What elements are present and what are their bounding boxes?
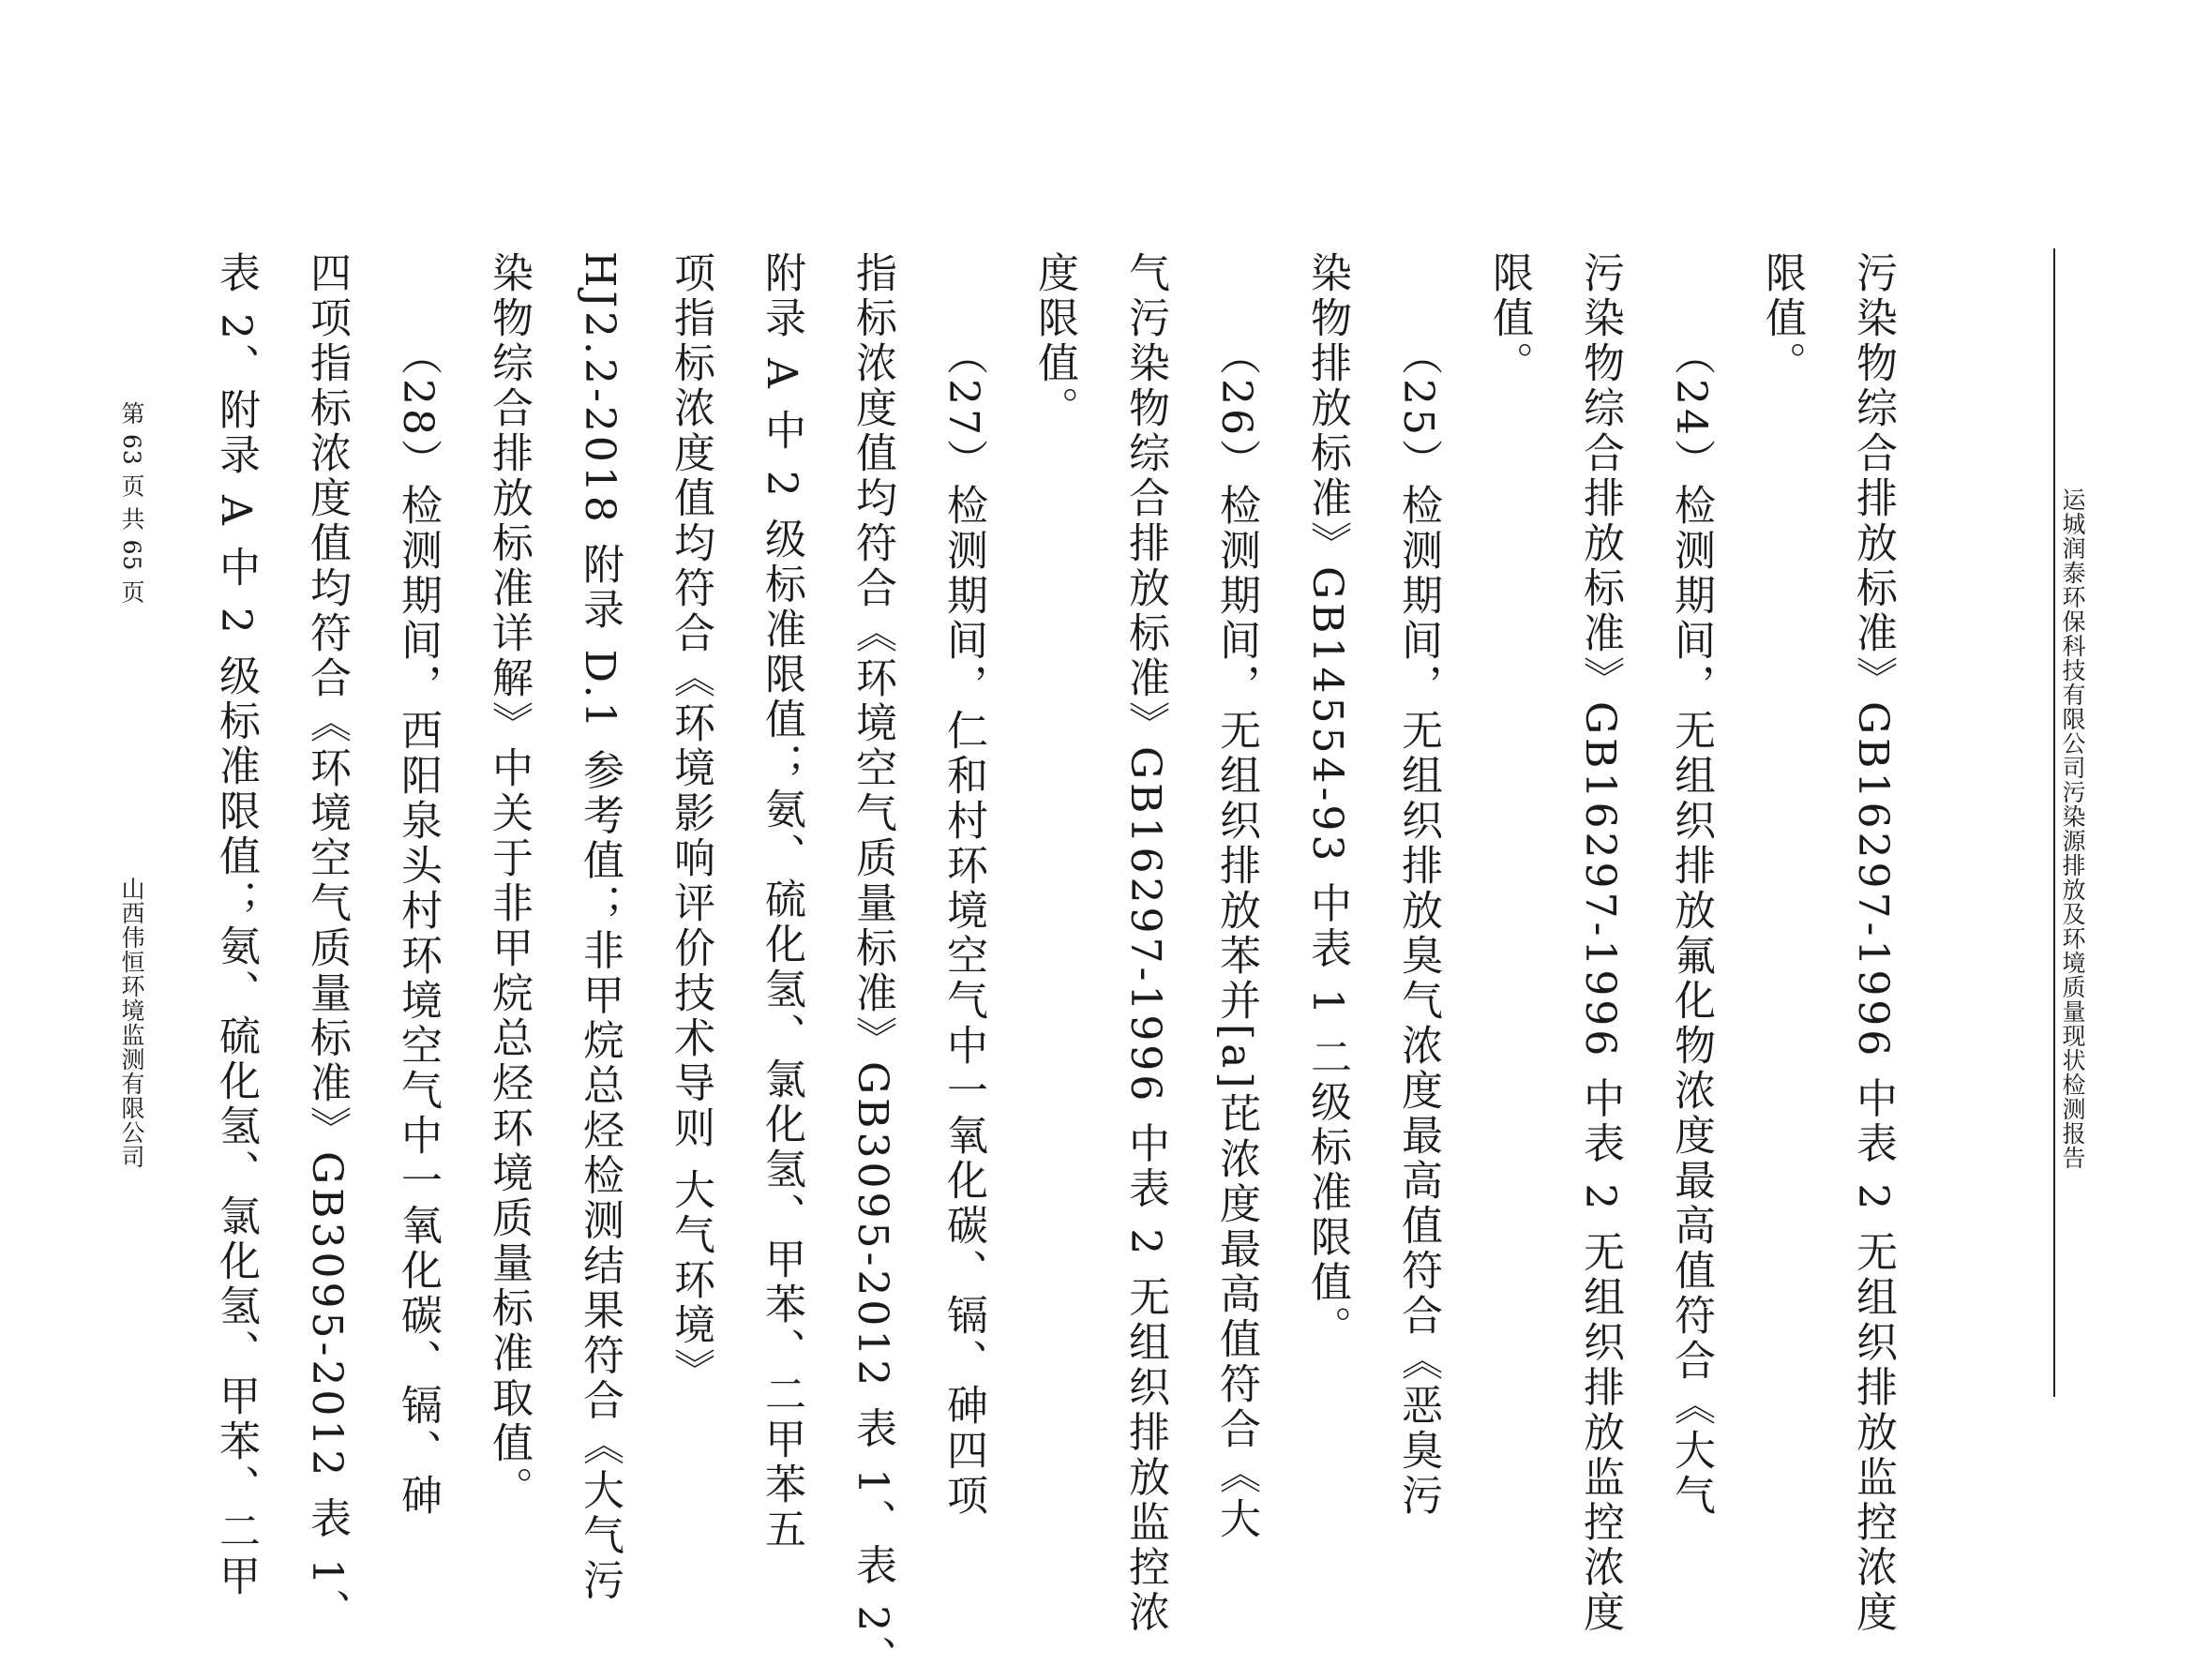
body-line-27-f: 染物综合排放标准详解》中关于非甲烷总烃环境质量标准取值。 bbox=[485, 251, 533, 1511]
body-line-24-c: 限值。 bbox=[1485, 251, 1533, 386]
body-line-28-c: 表 2、附录 A 中 2 级标准限值；氨、硫化氢、氯化氢、甲苯、二甲 bbox=[212, 251, 260, 1599]
body-line-limit-a: 限值。 bbox=[1758, 251, 1806, 386]
body-line-24-a: （24）检测期间，无组织排放氟化物浓度最高值符合《大气 bbox=[1667, 334, 1715, 1519]
body-line-continued: 污染物综合排放标准》GB16297-1996 中表 2 无组织排放监控浓度 bbox=[1849, 251, 1897, 1636]
body-line-25-b: 染物排放标准》GB14554-93 中表 1 二级标准限值。 bbox=[1303, 251, 1351, 1351]
body-line-27-e: HJ2.2-2018 附录 D.1 参考值；非甲烷总烃检测结果符合《大气污 bbox=[576, 251, 624, 1604]
header-rule bbox=[2053, 248, 2055, 1397]
report-header-title: 运城润泰环保科技有限公司污染源排放及环境质量现状检测报告 bbox=[2059, 488, 2086, 1170]
body-line-25-a: （25）检测期间，无组织排放臭气浓度最高值符合《恶臭污 bbox=[1394, 334, 1442, 1519]
body-line-26-c: 度限值。 bbox=[1030, 251, 1078, 431]
footer-page-info: 第 63 页 共 65 页 bbox=[118, 401, 145, 605]
body-line-27-b: 指标浓度值均符合《环境空气质量标准》GB3095-2012 表 1、表 2、 bbox=[849, 251, 896, 1680]
body-line-27-d: 项指标浓度值均符合《环境影响评价技术导则 大气环境》 bbox=[667, 251, 714, 1393]
body-line-24-b: 污染物综合排放标准》GB16297-1996 中表 2 无组织排放监控浓度 bbox=[1576, 251, 1624, 1636]
body-line-26-b: 气污染物综合排放标准》GB16297-1996 中表 2 无组织排放监控浓 bbox=[1121, 251, 1169, 1636]
body-line-27-a: （27）检测期间，仁和村环境空气中一氧化碳、镉、砷四项 bbox=[939, 334, 987, 1519]
footer-company: 山西伟恒环境监测有限公司 bbox=[118, 877, 145, 1169]
body-line-28-b: 四项指标浓度值均符合《环境空气质量标准》GB3095-2012 表 1、 bbox=[303, 251, 351, 1634]
body-line-26-a: （26）检测期间，无组织排放苯并[a]芘浓度最高值符合《大 bbox=[1212, 334, 1260, 1542]
body-line-27-c: 附录 A 中 2 级标准限值；氨、硫化氢、氯化氢、甲苯、二甲苯五 bbox=[758, 251, 805, 1552]
body-line-28-a: （28）检测期间，西阳泉头村环境空气中一氧化碳、镉、砷 bbox=[394, 334, 442, 1519]
